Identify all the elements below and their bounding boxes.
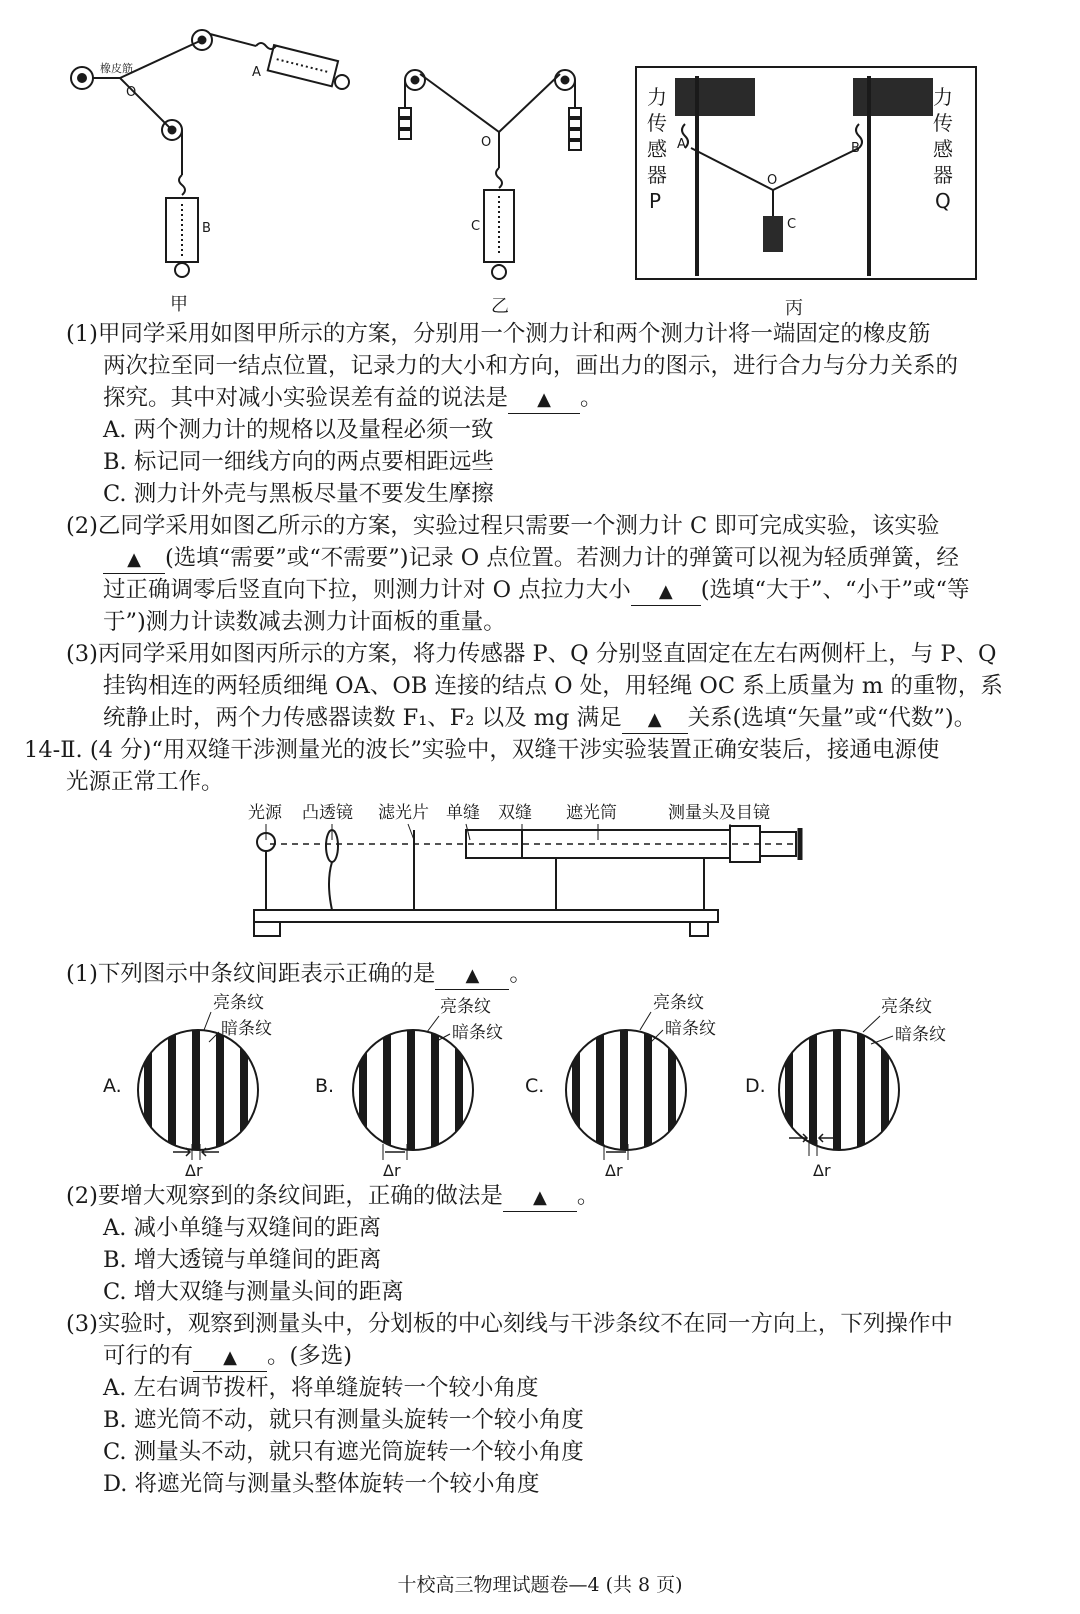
q14-p3-option-b: B. 遮光筒不动，就只有测量头旋转一个较小角度 bbox=[103, 1407, 584, 1433]
q13-p1-line3: 探究。其中对减小实验误差有益的说法是 ▲ 。 bbox=[103, 382, 603, 414]
jia-a-label: A bbox=[252, 65, 261, 80]
q14-p2-option-b: B. 增大透镜与单缝间的距离 bbox=[103, 1247, 382, 1273]
bing-sensor-right-5: Q bbox=[935, 189, 951, 213]
q14-p3-line2: 可行的有 ▲ 。(多选) bbox=[103, 1340, 352, 1372]
bing-c-label: C bbox=[787, 217, 797, 232]
q13-p3-line1: (3)丙同学采用如图丙所示的方案，将力传感器 P、Q 分别竖直固定在左右两侧杆上，与 P、Q bbox=[66, 641, 997, 667]
figure-jia bbox=[60, 20, 360, 320]
figure-yi bbox=[395, 50, 605, 320]
fringe-options bbox=[95, 990, 995, 1180]
q13-p3-answer-blank[interactable]: ▲ bbox=[622, 707, 688, 734]
bing-sensor-right-2: 传 bbox=[933, 111, 953, 135]
apparatus-label-filter: 滤光片 bbox=[378, 803, 429, 823]
q13-p2-line2: ▲ (选填“需要”或“不需要”)记录 O 点位置。若测力计的弹簧可以视为轻质弹簧，经 bbox=[103, 542, 959, 574]
q14-p1-answer-blank[interactable]: ▲ bbox=[435, 963, 509, 990]
jia-rubber-label: 橡皮筋 bbox=[100, 62, 133, 75]
fringe-b-dark-label: 暗条纹 bbox=[452, 1023, 503, 1043]
fringe-a-option-label: A. bbox=[103, 1075, 122, 1097]
q14-p3-line1: (3)实验时，观察到测量头中，分划板的中心刻线与干涉条纹不在同一方向上，下列操作中 bbox=[66, 1311, 953, 1337]
fringe-c-delta-label: Δr bbox=[605, 1161, 623, 1180]
q13-p1-option-a: A. 两个测力计的规格以及量程必须一致 bbox=[103, 417, 494, 443]
bing-a-label: A bbox=[677, 137, 686, 152]
bing-sensor-right-1: 力 bbox=[933, 85, 953, 109]
apparatus-label-single-slit: 单缝 bbox=[446, 803, 480, 823]
apparatus-label-double-slit: 双缝 bbox=[498, 803, 532, 823]
q14-p1-line: (1)下列图示中条纹间距表示正确的是 ▲ 。 bbox=[66, 958, 532, 990]
q14-p2-option-a: A. 减小单缝与双缝间的距离 bbox=[103, 1215, 382, 1241]
q13-p1-option-c: C. 测力计外壳与黑板尽量不要发生摩擦 bbox=[103, 481, 494, 507]
page-footer: 十校高三物理试题卷—4 (共 8 页) bbox=[397, 1574, 683, 1596]
q14-intro-line2: 光源正常工作。 bbox=[66, 769, 224, 795]
fringe-a-delta-label: Δr bbox=[185, 1161, 203, 1180]
yi-c-label: C bbox=[471, 219, 481, 234]
fringe-option-c[interactable] bbox=[525, 993, 716, 1180]
q14-p3-option-a: A. 左右调节拨杆，将单缝旋转一个较小角度 bbox=[103, 1375, 539, 1401]
q14-p2-answer-blank[interactable]: ▲ bbox=[503, 1185, 577, 1212]
q14-intro-line1: 14-Ⅱ. (4 分)“用双缝干涉测量光的波长”实验中，双缝干涉实验装置正确安装后，接通电源使 bbox=[24, 737, 940, 763]
q13-p1-line1: (1)甲同学采用如图甲所示的方案，分别用一个测力计和两个测力计将一端固定的橡皮筋 bbox=[66, 321, 931, 347]
jia-o-label: O bbox=[126, 85, 137, 100]
q13-p3-line3: 统静止时，两个力传感器读数 F₁、F₂ 以及 mg 满足 ▲ 关系(选填“矢量”或“代数”)。 bbox=[103, 702, 976, 734]
bing-caption: 丙 bbox=[785, 298, 803, 319]
bing-sensor-left-4: 器 bbox=[647, 163, 667, 187]
bing-sensor-right-4: 器 bbox=[933, 163, 953, 187]
q14-p3-option-c: C. 测量头不动，就只有遮光筒旋转一个较小角度 bbox=[103, 1439, 584, 1465]
fringe-option-a[interactable] bbox=[103, 993, 272, 1180]
fringe-option-d[interactable] bbox=[745, 997, 946, 1180]
q14-p2-option-c: C. 增大双缝与测量头间的距离 bbox=[103, 1279, 404, 1305]
yi-caption: 乙 bbox=[491, 296, 509, 317]
q13-p2-answer-blank-1[interactable]: ▲ bbox=[103, 547, 165, 574]
q13-p1-line2: 两次拉至同一结点位置，记录力的大小和方向，画出力的图示，进行合力与分力关系的 bbox=[103, 353, 959, 379]
q14-p3-option-d: D. 将遮光筒与测量头整体旋转一个较小角度 bbox=[103, 1471, 540, 1497]
bing-sensor-right-3: 感 bbox=[933, 137, 953, 161]
apparatus-label-measuring-head: 测量头及目镜 bbox=[668, 803, 770, 823]
bing-sensor-left-2: 传 bbox=[647, 111, 667, 135]
bing-sensor-left-3: 感 bbox=[647, 137, 667, 161]
fringe-c-bright-label: 亮条纹 bbox=[653, 993, 704, 1013]
fringe-option-b[interactable] bbox=[315, 997, 503, 1180]
q13-p1-answer-blank[interactable]: ▲ bbox=[508, 387, 580, 414]
fringe-c-dark-label: 暗条纹 bbox=[665, 1019, 716, 1039]
apparatus-label-light-shield: 遮光筒 bbox=[566, 803, 617, 823]
q13-p1-option-b: B. 标记同一细线方向的两点要相距远些 bbox=[103, 449, 494, 475]
q13-p3-line2: 挂钩相连的两轻质细绳 OA、OB 连接的结点 O 处，用轻绳 OC 系上质量为 m 的重物，系 bbox=[103, 673, 1003, 699]
jia-caption: 甲 bbox=[170, 294, 188, 315]
q13-p2-line3: 过正确调零后竖直向下拉，则测力计对 O 点拉力大小 ▲ (选填“大于”、“小于”或“等 bbox=[103, 574, 970, 606]
bing-b-label: B bbox=[851, 141, 860, 156]
fringe-d-dark-label: 暗条纹 bbox=[895, 1025, 946, 1045]
jia-b-label: B bbox=[202, 221, 211, 236]
fringe-b-option-label: B. bbox=[315, 1075, 335, 1097]
q14-p3-answer-blank[interactable]: ▲ bbox=[193, 1345, 267, 1372]
fringe-d-bright-label: 亮条纹 bbox=[881, 997, 932, 1017]
fringe-a-dark-label: 暗条纹 bbox=[221, 1019, 272, 1039]
figure-bing bbox=[635, 66, 980, 320]
apparatus-label-convex-lens: 凸透镜 bbox=[302, 803, 353, 823]
q13-p2-line4: 于”)测力计读数减去测力计面板的重量。 bbox=[103, 609, 506, 635]
apparatus-label-light-source: 光源 bbox=[248, 803, 282, 823]
fringe-b-bright-label: 亮条纹 bbox=[440, 997, 491, 1017]
fringe-a-bright-label: 亮条纹 bbox=[213, 993, 264, 1013]
fringe-b-delta-label: Δr bbox=[383, 1161, 401, 1180]
fringe-d-option-label: D. bbox=[745, 1075, 766, 1097]
fringe-d-delta-label: Δr bbox=[813, 1161, 831, 1180]
bing-sensor-left-5: P bbox=[649, 189, 662, 213]
fringe-c-option-label: C. bbox=[525, 1075, 545, 1097]
q13-p2-line1: (2)乙同学采用如图乙所示的方案，实验过程只需要一个测力计 C 即可完成实验，该实验 bbox=[66, 513, 940, 539]
bing-sensor-left-1: 力 bbox=[647, 85, 667, 109]
double-slit-apparatus bbox=[240, 798, 830, 956]
bing-o-label: O bbox=[767, 173, 778, 188]
q14-p2-line: (2)要增大观察到的条纹间距，正确的做法是 ▲ 。 bbox=[66, 1180, 599, 1212]
q13-p2-answer-blank-2[interactable]: ▲ bbox=[631, 579, 701, 606]
yi-o-label: O bbox=[481, 135, 492, 150]
